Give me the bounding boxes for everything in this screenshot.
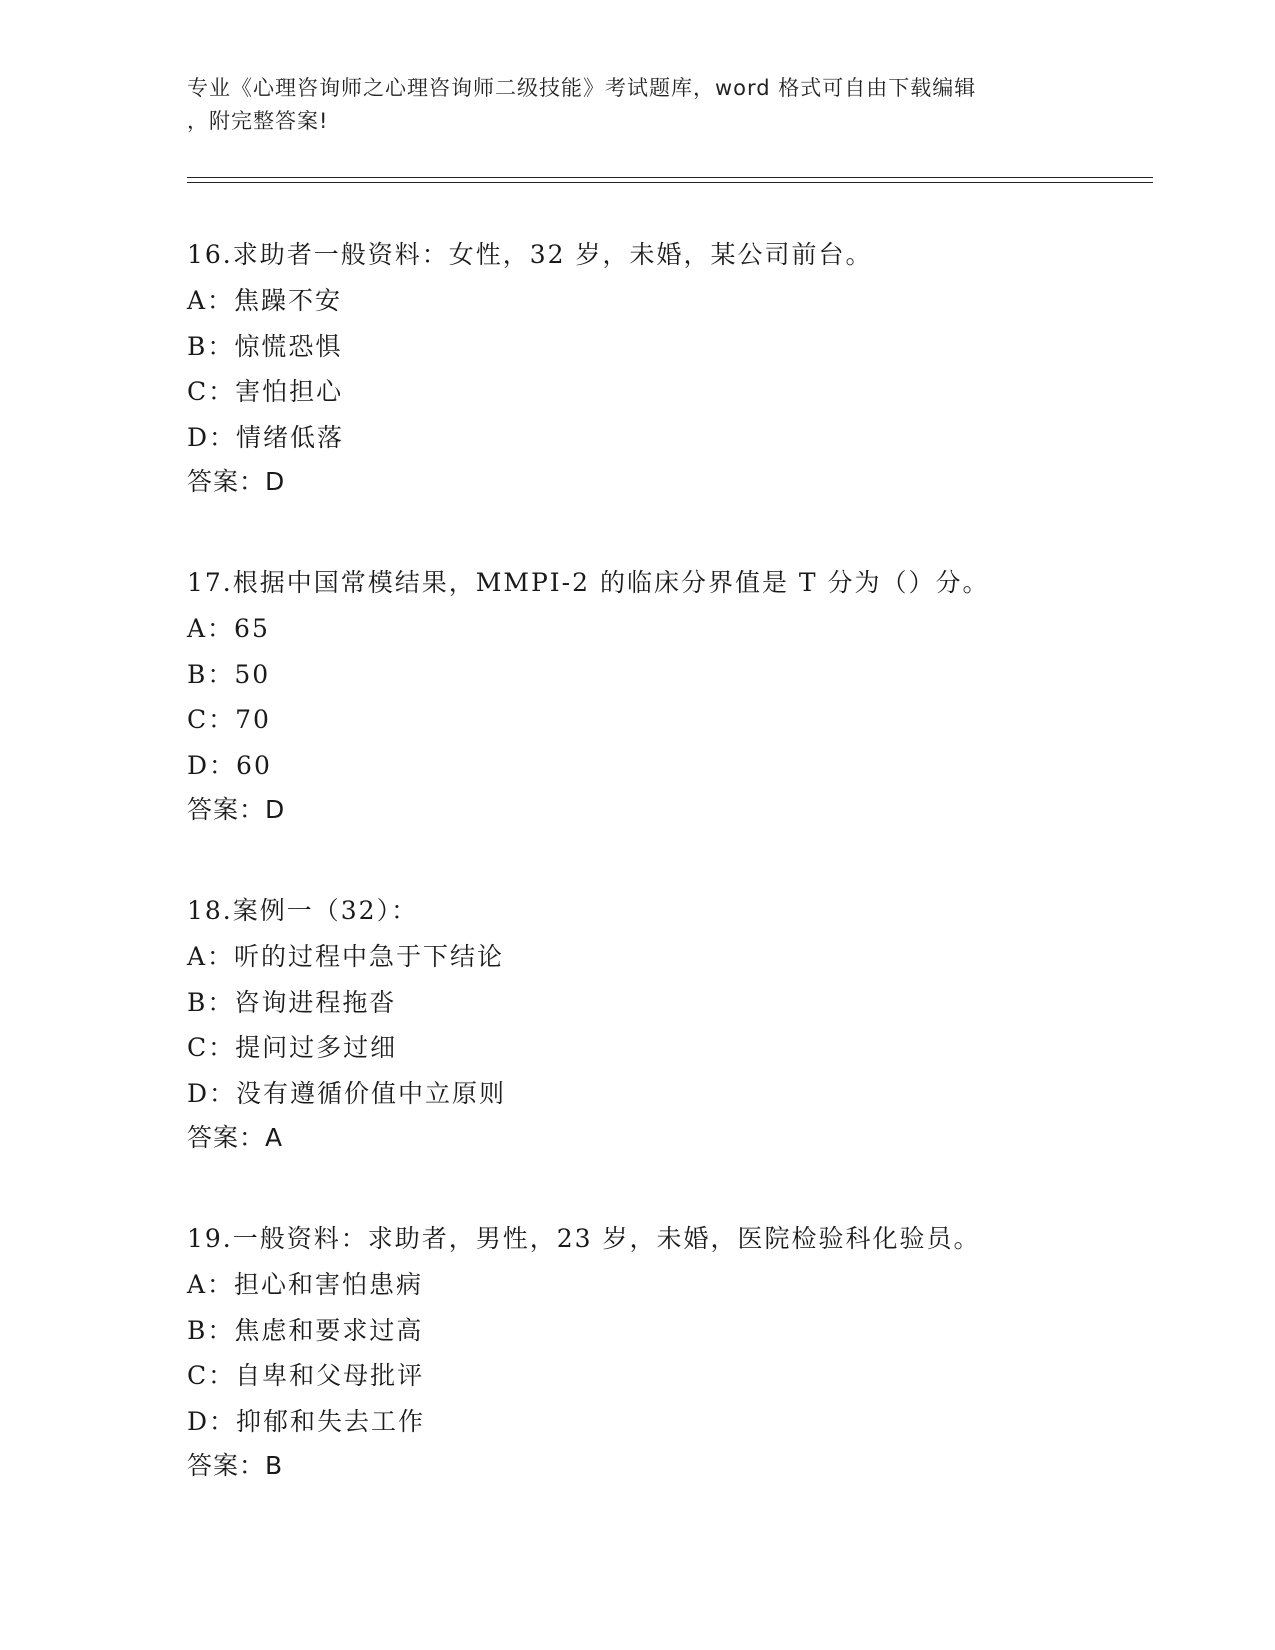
option-d: D：没有遵循价值中立原则 <box>187 1078 507 1108</box>
option-b: B：焦虑和要求过高 <box>187 1315 424 1345</box>
header-divider-bottom <box>187 182 1153 183</box>
option-d: D：60 <box>187 750 272 780</box>
answer-label: 答案：B <box>187 1451 284 1480</box>
option-d: D：抑郁和失去工作 <box>187 1406 426 1436</box>
option-a: A：听的过程中急于下结论 <box>187 942 505 971</box>
option-c: C：70 <box>187 705 271 734</box>
option-b: B：50 <box>187 659 271 689</box>
option-c: C：提问过多过细 <box>187 1033 398 1062</box>
question-stem: 16.求助者一般资料：女性，32 岁，未婚，某公司前台。 <box>187 240 873 269</box>
option-c: C：害怕担心 <box>187 377 344 406</box>
question-18 <box>187 888 1153 1160</box>
header-line-1: 专业《心理咨询师之心理咨询师二级技能》考试题库，word 格式可自由下载编辑 <box>187 76 977 100</box>
header-line-2: ，附完整答案! <box>187 109 329 133</box>
option-d: D：情绪低落 <box>187 422 345 452</box>
option-a: A：焦躁不安 <box>187 286 343 315</box>
question-16 <box>187 232 1153 504</box>
answer-label: 答案：D <box>187 467 286 496</box>
header-divider-top <box>187 177 1153 178</box>
option-a: A：担心和害怕患病 <box>187 1270 424 1299</box>
question-stem: 17.根据中国常模结果，MMPI-2 的临床分界值是 T 分为（）分。 <box>187 568 990 597</box>
question-list <box>187 232 1153 1544</box>
question-17 <box>187 560 1153 832</box>
option-b: B：咨询进程拖沓 <box>187 987 397 1017</box>
option-b: B：惊慌恐惧 <box>187 331 343 361</box>
question-19 <box>187 1216 1153 1488</box>
document-header <box>187 72 1087 138</box>
answer-label: 答案：A <box>187 1123 284 1152</box>
option-a: A：65 <box>187 614 270 643</box>
question-stem: 19.一般资料：求助者，男性，23 岁，未婚，医院检验科化验员。 <box>187 1224 981 1253</box>
answer-label: 答案：D <box>187 795 286 824</box>
question-stem: 18.案例一（32）： <box>187 896 419 925</box>
option-c: C：自卑和父母批评 <box>187 1361 425 1390</box>
